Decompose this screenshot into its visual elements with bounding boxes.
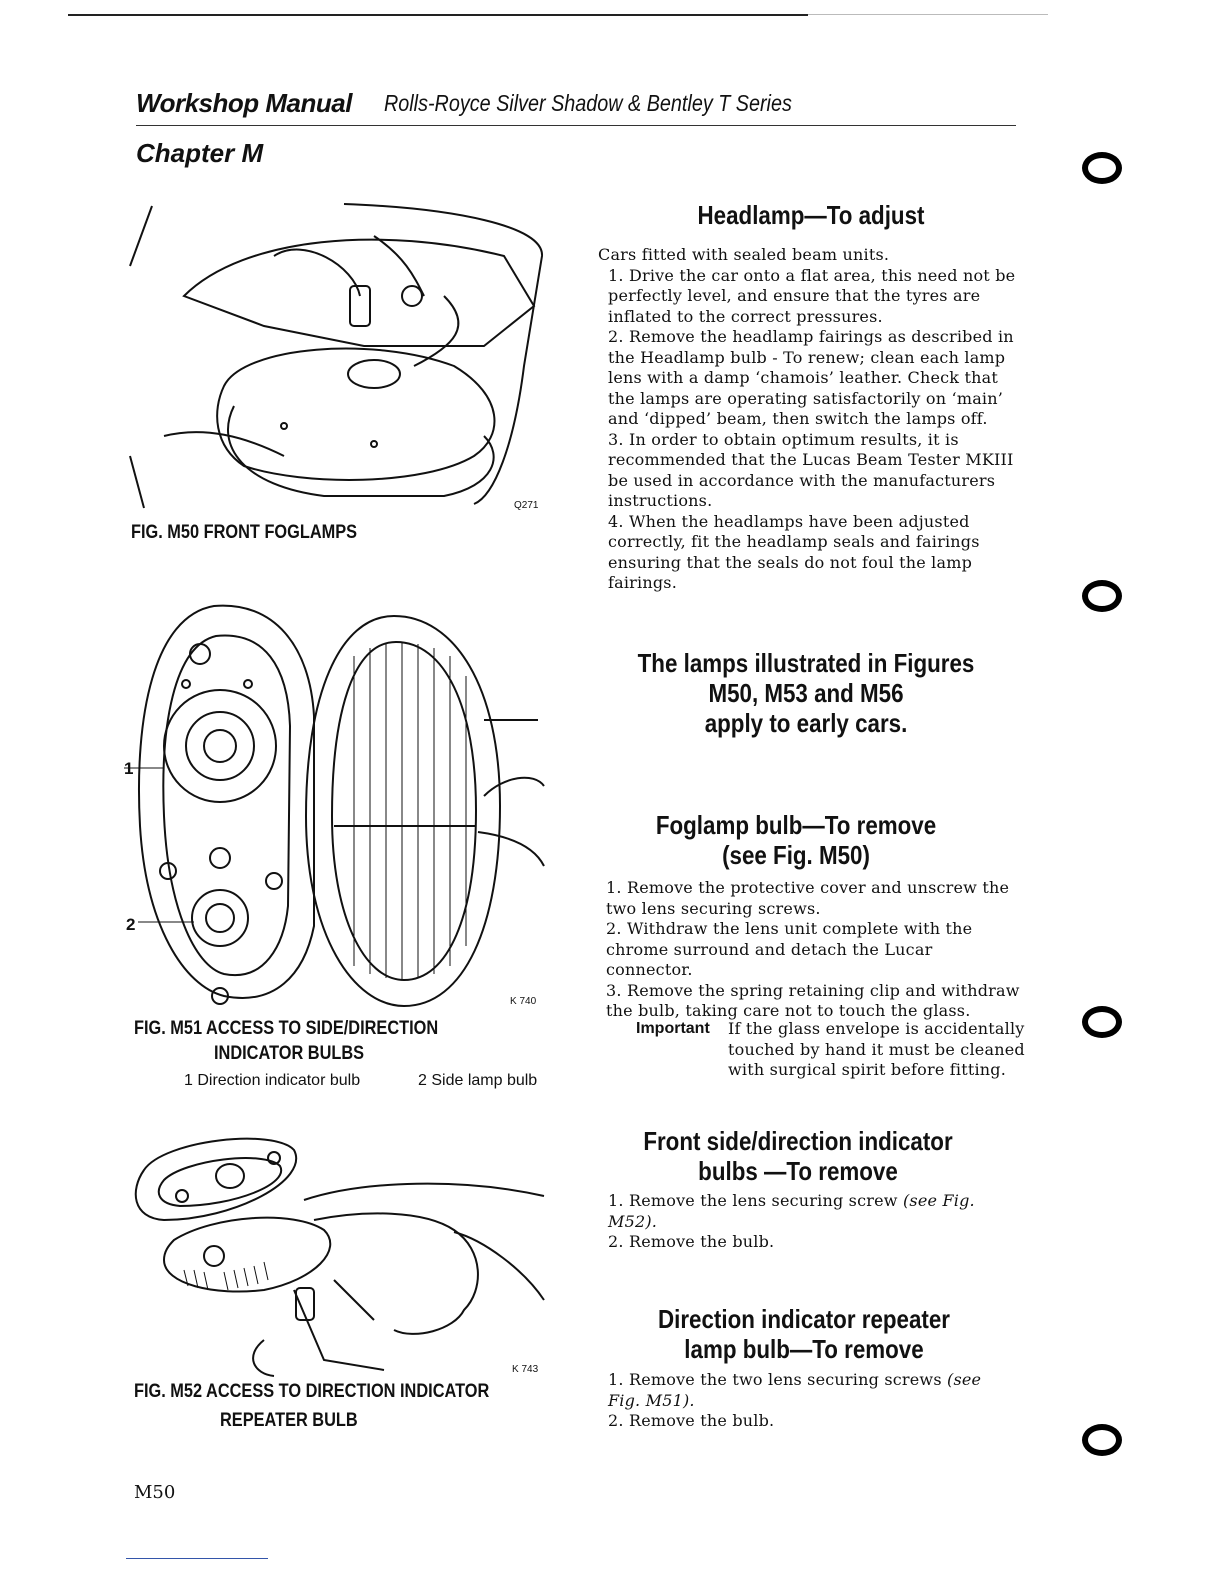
note-line-1: The lamps illustrated in Figures: [637, 648, 975, 678]
fig-m50-code: Q271: [514, 500, 539, 511]
chapter-title: Chapter M: [136, 138, 264, 168]
binder-hole-2: [1082, 580, 1122, 612]
repeater-step-1-ref: (see Fig. M51).: [608, 1370, 982, 1410]
headlamp-step-2: 2. Remove the headlamp fairings as described in the Headlamp bulb - To renew; clean each lamp lens with a damp ‘chamois’ leather. Check that the lamps are operating satisfactorily on ‘main’ and ‘dipped’ beam, then switch the lamps off.: [608, 327, 1014, 428]
foglamp-step-2: 2. Withdraw the lens unit complete with the chrome surround and detach the Lucar connector.: [606, 919, 973, 979]
fig-m52-repeater-illustration: [124, 1120, 548, 1378]
top-rule: [68, 14, 808, 16]
fig-m52-caption-line2: REPEATER BULB: [220, 1410, 358, 1431]
callout-1: 1: [124, 759, 134, 778]
bottom-rule: [126, 1558, 268, 1559]
repeater-step-1-text: 1. Remove the two lens securing screws: [608, 1370, 948, 1389]
headlamp-step-1: 1. Drive the car onto a flat area, this need not be perfectly level, and ensure that the tyres are inflated to the correct pressures.: [608, 265, 1016, 326]
page-number: M50: [134, 1482, 176, 1503]
important-text: If the glass envelope is accidentally touched by hand it must be cleaned with surgical spirit before fitting.: [728, 1019, 1025, 1079]
headlamp-step-3: 3. In order to obtain optimum results, it is recommended that the Lucas Beam Tester MKIII be used in accordance with the manufacturers instructions.: [608, 429, 1014, 510]
repeater-heading-line2: lamp bulb—To remove: [684, 1334, 924, 1364]
front-side-step-1-ref: (see Fig. M52).: [608, 1191, 975, 1231]
foglamp-text: [596, 878, 1020, 1022]
fig-m50-foglamp-illustration: [124, 196, 548, 514]
repeater-text: [598, 1370, 1002, 1432]
binder-hole-4: [1082, 1424, 1122, 1456]
fig-m51-caption-line1: FIG. M51 ACCESS TO SIDE/DIRECTION: [134, 1018, 439, 1039]
fig-m51-legend-1: 1 Direction indicator bulb: [184, 1072, 361, 1089]
repeater-step-2: 2. Remove the bulb.: [608, 1411, 775, 1430]
note-line-2: M50, M53 and M56: [708, 678, 904, 708]
fig-m51-caption-line2: INDICATOR BULBS: [214, 1043, 365, 1064]
repeater-step-1: [598, 1370, 1002, 1411]
vehicle-title: Rolls-Royce Silver Shadow & Bentley T Series: [384, 90, 792, 116]
top-rule-faint: [808, 14, 1048, 15]
front-side-step-1: [598, 1191, 1002, 1232]
headlamp-heading: Headlamp—To adjust: [697, 200, 925, 230]
repeater-heading-line1: Direction indicator repeater: [657, 1304, 950, 1334]
note-line-3: apply to early cars.: [704, 708, 908, 738]
fig-m52-caption-line1: FIG. M52 ACCESS TO DIRECTION INDICATOR: [134, 1381, 490, 1402]
binder-hole-3: [1082, 1006, 1122, 1038]
front-side-step-1-text: 1. Remove the lens securing screw: [608, 1191, 903, 1210]
foglamp-heading: [610, 810, 982, 870]
fig-m51-legend-2: 2 Side lamp bulb: [418, 1072, 538, 1089]
repeater-heading: [618, 1304, 990, 1364]
headlamp-text: [598, 245, 1028, 594]
fig-m51-side-lamp-illustration: [124, 596, 548, 1010]
fig-m52-code: K 743: [512, 1364, 539, 1375]
fig-m51-code: K 740: [510, 996, 537, 1007]
front-side-heading-line1: Front side/direction indicator: [643, 1126, 953, 1156]
front-side-text: [598, 1191, 1002, 1253]
binder-hole-1: [1082, 152, 1122, 184]
foglamp-heading-line1: Foglamp bulb—To remove: [655, 810, 937, 840]
important-label: Important: [636, 1020, 710, 1037]
front-side-step-2: 2. Remove the bulb.: [608, 1232, 775, 1251]
front-side-heading: [612, 1126, 984, 1186]
headlamp-intro: Cars fitted with sealed beam units.: [598, 245, 890, 264]
callout-2: 2: [126, 915, 136, 934]
foglamp-step-3: 3. Remove the spring retaining clip and withdraw the bulb, taking care not to touch the glass.: [606, 980, 1020, 1020]
early-cars-note: [617, 648, 995, 738]
fig-m50-caption: FIG. M50 FRONT FOGLAMPS: [131, 522, 358, 543]
foglamp-step-1: 1. Remove the protective cover and unscrew the two lens securing screws.: [606, 878, 1010, 918]
header-rule: [136, 125, 1016, 126]
front-side-heading-line2: bulbs —To remove: [698, 1156, 898, 1186]
manual-title: Workshop Manual: [136, 88, 352, 118]
headlamp-step-4: 4. When the headlamps have been adjusted correctly, fit the headlamp seals and fairings ensuring that the seals do not foul the lamp fairings.: [608, 511, 980, 592]
foglamp-heading-line2: (see Fig. M50): [722, 840, 870, 870]
